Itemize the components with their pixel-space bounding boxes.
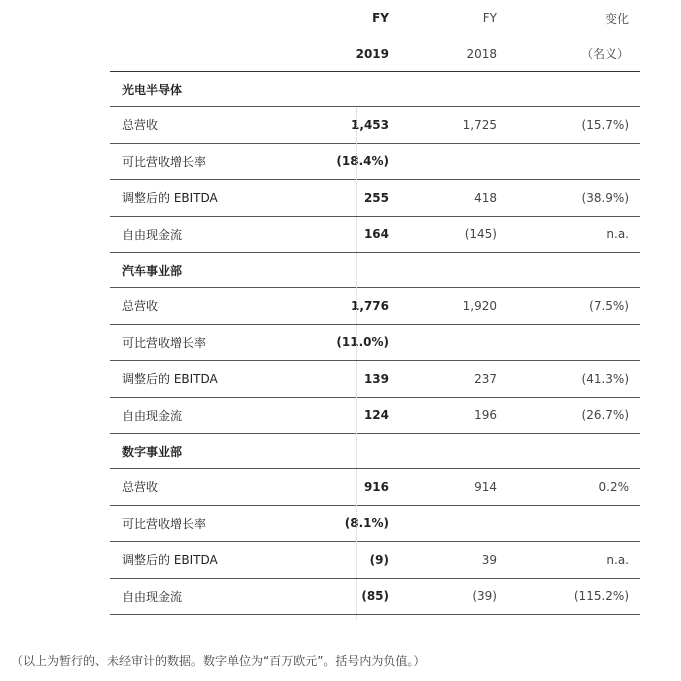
value-2019: (8.1%) (344, 516, 389, 531)
footnote: （以上为暂行的、未经审计的数据。数字单位为“百万欧元”。括号内为负值。） (11, 654, 426, 668)
table-row (110, 325, 640, 362)
table-row (110, 469, 640, 506)
table-row (110, 361, 640, 398)
header-change-nominal: （名义） (580, 47, 629, 61)
row-label: 可比营收增长率 (122, 154, 207, 169)
row-label: 可比营收增长率 (122, 335, 207, 350)
table-row (110, 107, 640, 144)
row-label: 自由现金流 (122, 227, 183, 242)
table-row (110, 144, 640, 181)
value-change: (41.3%) (581, 371, 629, 386)
table-row (110, 542, 640, 579)
table-row (110, 288, 640, 325)
header-change: 变化 (604, 11, 629, 26)
table-row (110, 180, 640, 217)
table-row (110, 217, 640, 254)
value-2018: (145) (464, 227, 497, 242)
section-header-row (110, 434, 640, 469)
table-body (110, 72, 640, 615)
section-title: 汽车事业部 (122, 263, 183, 278)
value-2019: 916 (363, 479, 389, 494)
value-2019: (85) (361, 589, 389, 604)
row-label: 自由现金流 (122, 408, 183, 423)
value-change: n.a. (606, 227, 629, 242)
value-2019: 164 (363, 227, 389, 242)
table-row (110, 398, 640, 435)
value-change: (38.9%) (581, 190, 629, 205)
row-label: 可比营收增长率 (122, 516, 207, 531)
value-change: (7.5%) (589, 298, 629, 313)
header-row-year (110, 36, 640, 72)
value-2019: (9) (369, 552, 389, 567)
value-2018: 1,725 (462, 117, 497, 132)
value-2018: 196 (474, 408, 497, 423)
value-2019: 1,453 (351, 117, 389, 132)
table-row (110, 506, 640, 543)
value-change: (26.7%) (581, 408, 629, 423)
row-label: 调整后的 EBITDA (122, 191, 218, 206)
table-row (110, 579, 640, 616)
value-change: 0.2% (598, 479, 629, 494)
value-2019: 139 (363, 371, 389, 386)
value-2018: 418 (474, 190, 497, 205)
row-label: 总营收 (122, 480, 159, 495)
row-label: 调整后的 EBITDA (122, 372, 218, 387)
section-header-row (110, 253, 640, 288)
value-2018: 914 (474, 479, 497, 494)
value-2019: 1,776 (351, 298, 389, 313)
header-year-2019: 2019 (355, 46, 389, 61)
header-fy-2019: FY (372, 11, 389, 25)
value-2018: 237 (474, 371, 497, 386)
value-2018: (39) (472, 589, 497, 604)
column-divider (356, 108, 357, 620)
financial-table (110, 0, 640, 615)
section-header-row (110, 72, 640, 107)
value-2019: (18.4%) (336, 154, 389, 169)
value-2019: 255 (363, 190, 389, 205)
value-2018: 39 (481, 552, 497, 567)
value-2019: (11.0%) (336, 335, 389, 350)
row-label: 总营收 (122, 299, 159, 314)
header-year-2018: 2018 (466, 46, 497, 61)
row-label: 调整后的 EBITDA (122, 553, 218, 568)
value-change: (115.2%) (573, 589, 629, 604)
row-label: 总营收 (122, 118, 159, 133)
value-change: (15.7%) (581, 117, 629, 132)
header-row-fy (110, 0, 640, 36)
value-2019: 124 (363, 408, 389, 423)
value-change: n.a. (606, 552, 629, 567)
value-2018: 1,920 (462, 298, 497, 313)
section-title: 数字事业部 (122, 444, 183, 459)
section-title: 光电半导体 (122, 82, 183, 97)
header-fy-2018: FY (482, 11, 497, 25)
row-label: 自由现金流 (122, 589, 183, 604)
